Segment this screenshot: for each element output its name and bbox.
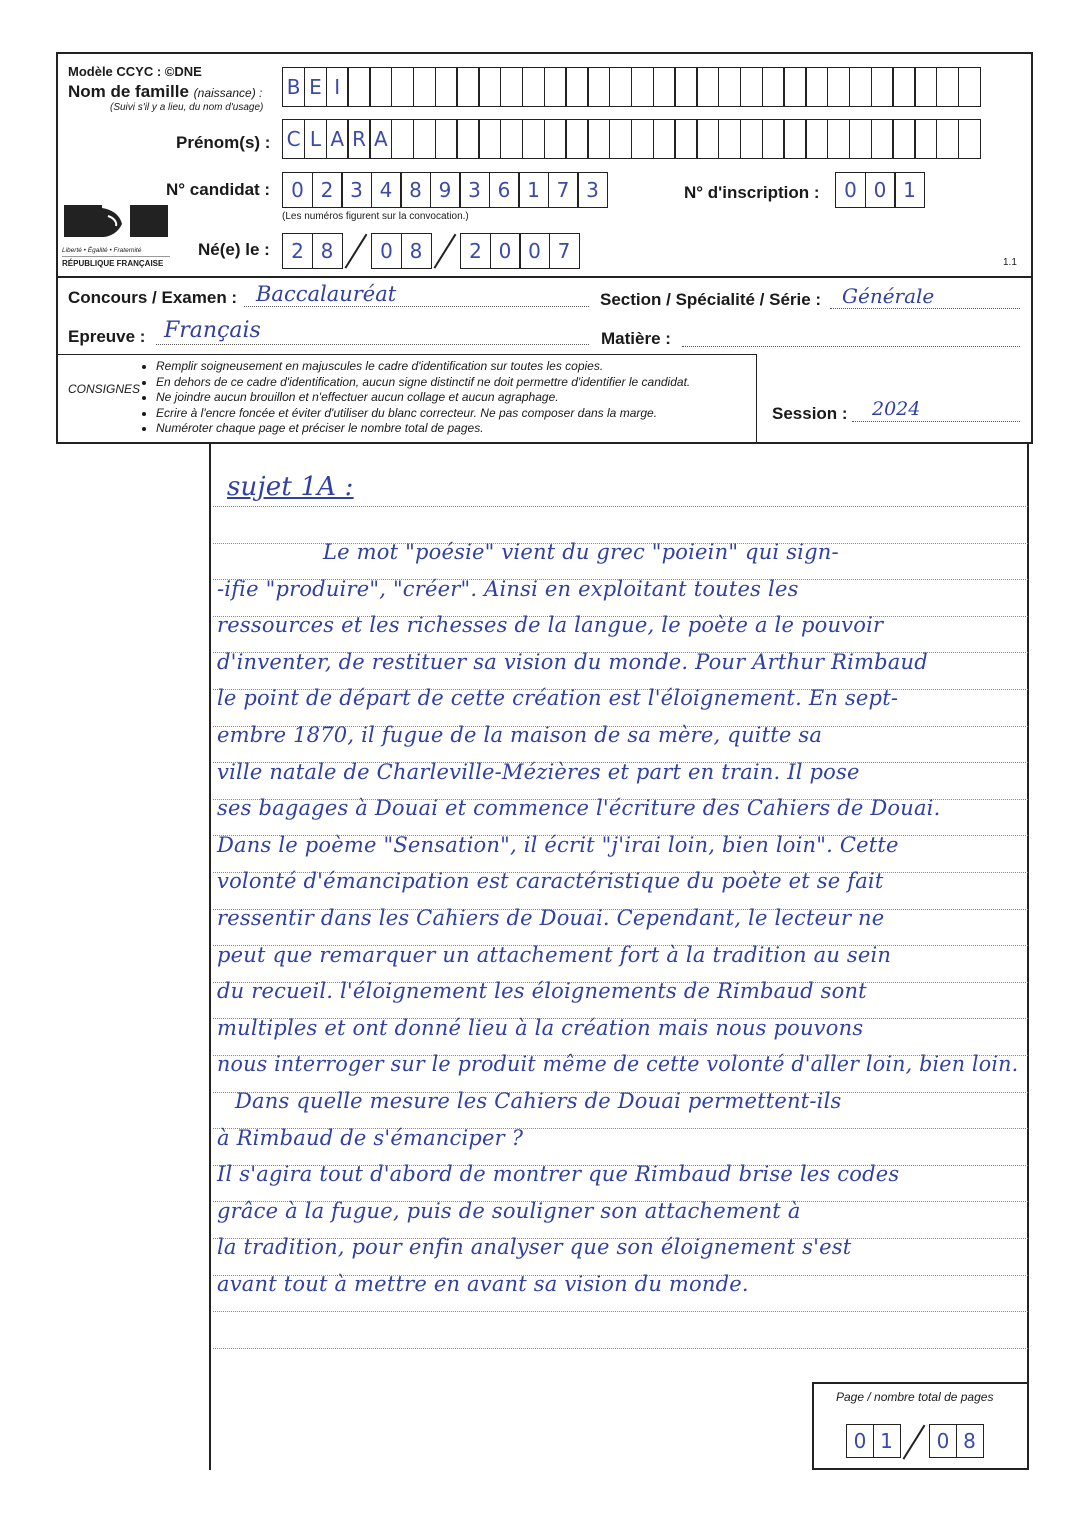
model-label: Modèle CCYC : ©DNE <box>68 64 202 79</box>
essay-line: ressentir dans les Cahiers de Douai. Cependant, le lecteur ne <box>217 906 885 930</box>
essay-line: embre 1870, il fugue de la maison de sa mère, quitte sa <box>217 723 823 747</box>
char-box[interactable] <box>674 67 697 107</box>
consigne-item: • Ecrire à l'encre foncée et éviter d'utiliser du blanc correcteur. Ne pas composer dans la marge. <box>156 406 690 422</box>
char-box[interactable]: 3 <box>341 172 372 208</box>
char-box[interactable]: 6 <box>489 172 520 208</box>
char-box[interactable] <box>435 67 458 107</box>
consigne-item: • Ne joindre aucun brouillon et n'effectuer aucun collage et aucun agraphage. <box>156 390 690 406</box>
char-box[interactable]: 8 <box>956 1424 984 1458</box>
char-box[interactable] <box>762 67 785 107</box>
essay-line: du recueil. l'éloignement les éloignements de Rimbaud sont <box>217 979 867 1004</box>
char-box[interactable]: 3 <box>577 172 608 208</box>
matiere-label: Matière : <box>601 329 671 348</box>
essay-line: ses bagages à Douai et commence l'écriture des Cahiers de Douai. <box>217 796 941 821</box>
char-box[interactable] <box>478 67 501 107</box>
char-box[interactable]: 0 <box>929 1424 957 1458</box>
char-box[interactable]: 3 <box>459 172 490 208</box>
char-box[interactable] <box>391 119 414 159</box>
char-box[interactable]: 2 <box>460 233 491 269</box>
char-box[interactable]: 4 <box>371 172 402 208</box>
char-box[interactable]: 0 <box>846 1424 874 1458</box>
char-box[interactable] <box>522 119 545 159</box>
last-name-label <box>68 82 262 102</box>
char-box[interactable]: 9 <box>430 172 461 208</box>
essay-line: Dans quelle mesure les Cahiers de Douai permettent-ils <box>235 1089 842 1113</box>
char-box[interactable] <box>565 67 588 107</box>
char-box[interactable] <box>740 119 763 159</box>
char-box[interactable]: I <box>326 67 349 107</box>
char-box[interactable]: 8 <box>400 172 431 208</box>
concours-line <box>244 306 589 307</box>
essay-line: la tradition, pour enfin analyser que son éloignement s'est <box>217 1235 852 1260</box>
essay-line: d'inventer, de restituer sa vision du monde. Pour Arthur Rimbaud <box>217 649 928 674</box>
char-box[interactable] <box>369 67 392 107</box>
char-box[interactable] <box>609 67 632 107</box>
consignes-list <box>140 359 690 437</box>
char-box[interactable] <box>805 67 828 107</box>
essay-line: ville natale de Charleville-Mézières et part en train. Il pose <box>217 759 860 784</box>
char-box[interactable] <box>718 119 741 159</box>
char-box[interactable] <box>696 67 719 107</box>
char-box[interactable] <box>631 67 654 107</box>
consigne-item: • Numéroter chaque page et préciser le nombre total de pages. <box>156 421 690 437</box>
consignes-divider-right <box>756 354 757 444</box>
concours-value[interactable]: Baccalauréat <box>256 282 397 306</box>
char-box[interactable] <box>871 67 894 107</box>
char-box[interactable]: 7 <box>548 172 579 208</box>
char-box[interactable] <box>587 119 610 159</box>
char-box[interactable] <box>456 119 479 159</box>
essay-line: nous interroger sur le produit même de cette volonté d'aller loin, bien loin. <box>217 1052 1019 1077</box>
last-name-note: (Suivi s'il y a lieu, du nom d'usage) <box>110 102 264 113</box>
char-box[interactable] <box>914 119 937 159</box>
section-line <box>830 308 1020 309</box>
first-name-label: Prénom(s) : <box>176 133 271 152</box>
char-box[interactable] <box>762 119 785 159</box>
char-box[interactable] <box>500 119 523 159</box>
epreuve-value[interactable]: Français <box>164 318 261 343</box>
inscription-number-boxes[interactable] <box>835 172 924 208</box>
essay-line: le point de départ de cette création est l'éloignement. En sept- <box>217 686 899 711</box>
char-box[interactable] <box>653 119 676 159</box>
char-box[interactable] <box>783 67 806 107</box>
last-name-text: Nom de famille <box>68 82 189 101</box>
logo-name: RÉPUBLIQUE FRANÇAISE <box>62 256 170 268</box>
char-box[interactable] <box>958 67 981 107</box>
ruled-line <box>213 1311 1028 1312</box>
char-box[interactable]: E <box>304 67 327 107</box>
essay-title: sujet 1A : <box>227 472 354 502</box>
date-separator <box>899 1424 929 1458</box>
char-box[interactable]: 7 <box>549 233 580 269</box>
char-box[interactable] <box>631 119 654 159</box>
date-separator <box>341 233 371 269</box>
char-box[interactable] <box>892 67 915 107</box>
page-counter-label: Page / nombre total de pages <box>836 1390 994 1404</box>
char-box[interactable] <box>936 67 959 107</box>
essay-line: Dans le poème "Sensation", il écrit "j'irai loin, bien loin". Cette <box>217 832 899 857</box>
char-box[interactable] <box>871 119 894 159</box>
candidate-note: (Les numéros figurent sur la convocation.) <box>282 211 469 222</box>
char-box[interactable]: R <box>347 119 370 159</box>
char-box[interactable] <box>413 119 436 159</box>
last-name-boxes[interactable] <box>282 67 980 107</box>
birth-date-boxes[interactable] <box>282 233 578 269</box>
date-separator <box>430 233 460 269</box>
essay-line: Il s'agira tout d'abord de montrer que Rimbaud brise les codes <box>217 1162 900 1187</box>
ruled-line <box>213 506 1028 507</box>
char-box[interactable] <box>914 67 937 107</box>
char-box[interactable] <box>522 67 545 107</box>
char-box[interactable]: 0 <box>490 233 521 269</box>
consigne-item: • En dehors de ce cadre d'identification, aucun signe distinctif ne doit permettre d'identifier le candidat. <box>156 375 690 391</box>
char-box[interactable] <box>783 119 806 159</box>
consignes-label: CONSIGNES <box>68 382 141 396</box>
essay-line: grâce à la fugue, puis de souligner son attachement à <box>217 1198 801 1223</box>
essay-line: volonté d'émancipation est caractéristique du poète et se fait <box>217 869 884 894</box>
essay-line: avant tout à mettre en avant sa vision du monde. <box>217 1272 749 1296</box>
char-box[interactable]: 0 <box>371 233 402 269</box>
char-box[interactable] <box>456 67 479 107</box>
char-box[interactable] <box>544 119 567 159</box>
char-box[interactable] <box>696 119 719 159</box>
char-box[interactable]: 0 <box>835 172 866 208</box>
section-label: Section / Spécialité / Série : <box>600 290 822 309</box>
inscription-label: N° d'inscription : <box>684 183 820 202</box>
char-box[interactable]: 8 <box>312 233 343 269</box>
essay-area[interactable] <box>213 470 1028 1370</box>
char-box[interactable] <box>892 119 915 159</box>
candidate-label: N° candidat : <box>166 180 271 199</box>
char-box[interactable] <box>391 67 414 107</box>
char-box[interactable] <box>653 67 676 107</box>
marianne-icon <box>62 204 170 238</box>
char-box[interactable]: 2 <box>312 172 343 208</box>
candidate-number-boxes[interactable] <box>282 172 607 208</box>
char-box[interactable]: C <box>282 119 305 159</box>
ruled-line <box>213 1348 1028 1349</box>
first-name-boxes[interactable] <box>282 119 980 159</box>
section-value[interactable]: Générale <box>842 284 935 308</box>
session-line <box>852 421 1020 422</box>
char-box[interactable]: 1 <box>894 172 925 208</box>
char-box[interactable] <box>805 119 828 159</box>
char-box[interactable] <box>718 67 741 107</box>
char-box[interactable]: L <box>304 119 327 159</box>
essay-line: Le mot "poésie" vient du grec "poiein" qui sign- <box>323 540 839 564</box>
char-box[interactable] <box>958 119 981 159</box>
char-box[interactable] <box>936 119 959 159</box>
essay-line: -ifie "produire", "créer". Ainsi en exploitant toutes les <box>217 576 799 601</box>
logo-motto: Liberté • Égalité • Fraternité <box>62 247 142 254</box>
version-label: 1.1 <box>1003 257 1017 268</box>
session-label: Session : <box>772 404 848 423</box>
epreuve-line <box>156 344 589 345</box>
char-box[interactable] <box>347 67 370 107</box>
char-box[interactable]: 1 <box>873 1424 901 1458</box>
char-box[interactable] <box>849 119 872 159</box>
essay-line: multiples et ont donné lieu à la création mais nous pouvons <box>217 1015 864 1040</box>
epreuve-label: Epreuve : <box>68 327 146 346</box>
char-box[interactable] <box>674 119 697 159</box>
char-box[interactable]: 1 <box>518 172 549 208</box>
char-box[interactable] <box>565 119 588 159</box>
char-box[interactable] <box>413 67 436 107</box>
essay-line: ressources et les richesses de la langue, le poète a le pouvoir <box>217 613 884 638</box>
char-box[interactable] <box>587 67 610 107</box>
char-box[interactable]: 2 <box>282 233 313 269</box>
session-value[interactable]: 2024 <box>872 398 921 420</box>
char-box[interactable] <box>544 67 567 107</box>
matiere-line <box>682 346 1020 347</box>
char-box[interactable]: B <box>282 67 305 107</box>
char-box[interactable]: 0 <box>519 233 550 269</box>
char-box[interactable] <box>478 119 501 159</box>
char-box[interactable]: 0 <box>282 172 313 208</box>
consigne-item: • Remplir soigneusement en majuscules le cadre d'identification sur toutes les copies. <box>156 359 690 375</box>
char-box[interactable] <box>740 67 763 107</box>
char-box[interactable] <box>849 67 872 107</box>
essay-line: à Rimbaud de s'émanciper ? <box>217 1125 524 1150</box>
char-box[interactable] <box>827 67 850 107</box>
republique-logo <box>62 204 170 268</box>
margin-line <box>209 444 211 1470</box>
char-box[interactable]: 8 <box>401 233 432 269</box>
page-number-boxes[interactable] <box>846 1424 982 1458</box>
char-box[interactable] <box>609 119 632 159</box>
birth-label: Né(e) le : <box>198 240 270 259</box>
consignes-divider-top <box>56 354 756 355</box>
char-box[interactable] <box>500 67 523 107</box>
concours-label: Concours / Examen : <box>68 288 238 307</box>
char-box[interactable]: A <box>369 119 392 159</box>
essay-line: peut que remarquer un attachement fort à la tradition au sein <box>217 942 892 967</box>
char-box[interactable]: A <box>326 119 349 159</box>
char-box[interactable]: 0 <box>865 172 896 208</box>
char-box[interactable] <box>827 119 850 159</box>
last-name-sub: (naissance) : <box>193 86 263 100</box>
char-box[interactable] <box>435 119 458 159</box>
